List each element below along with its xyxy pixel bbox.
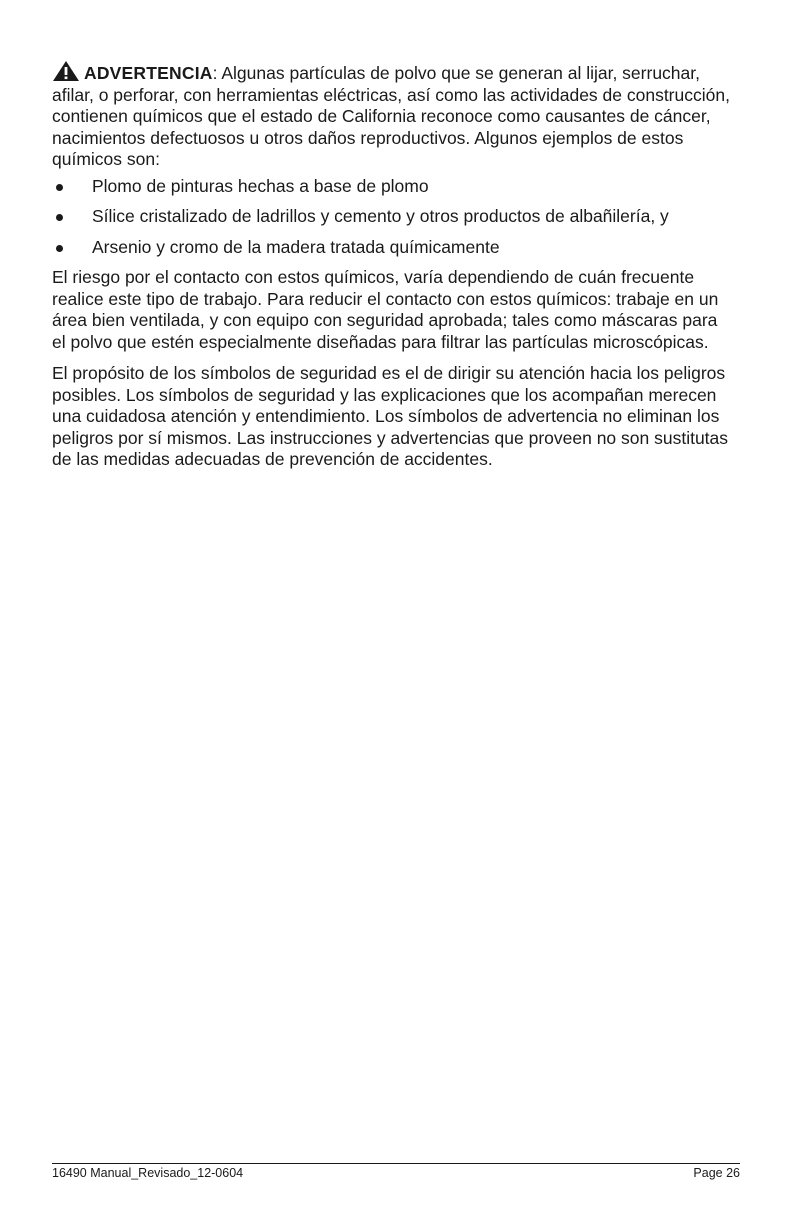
chemical-examples-list: [52, 176, 732, 268]
page-number: Page 26: [693, 1166, 740, 1180]
list-item: [52, 237, 732, 268]
risk-paragraph: El riesgo por el contacto con estos químicos, varía dependiendo de cuán frecuente realice este tipo de trabajo. Para reducir el contacto con estos químicos: trabaje en un área bien ventilada, y con equipo con seguridad aprobada; tales como máscaras para el polvo que estén especialmente diseñadas para filtrar las partículas microscópicas.: [52, 267, 719, 352]
warning-text: : Algunas partículas de polvo que se generan al lijar, serruchar, afilar, o perforar, con herramientas eléctricas, así como las actividades de construcción, contienen químicos que el estado de California reconoce como causantes de cáncer, nacimientos defectuosos u otros daños reproductivos. Algunos ejemplos de estos químicos son:: [52, 63, 730, 169]
list-item: [52, 206, 732, 237]
list-item: [52, 176, 732, 207]
bullet-icon: [56, 184, 63, 191]
bullet-icon: [56, 245, 63, 252]
warning-signal-word: ADVERTENCIA: [84, 63, 213, 83]
page-footer: [52, 1163, 740, 1180]
bullet-icon: [56, 214, 63, 221]
page-content: [52, 60, 732, 481]
list-item-text: Arsenio y cromo de la madera tratada químicamente: [92, 236, 500, 257]
document-id: 16490 Manual_Revisado_12-0604: [52, 1166, 244, 1180]
safety-symbols-paragraph: El propósito de los símbolos de seguridad es el de dirigir su atención hacia los peligros posibles. Los símbolos de seguridad y las explicaciones que los acompañan merecen una cuidadosa atención y entendimiento. Los símbolos de advertencia no eliminan los peligros por sí mismos. Las instrucciones y advertencias que proveen no son sustitutas de las medidas adecuadas de prevención de accidentes.: [52, 363, 729, 469]
list-item-text: Plomo de pinturas hechas a base de plomo: [92, 175, 429, 196]
warning-triangle-icon: [52, 60, 80, 82]
list-item-text: Sílice cristalizado de ladrillos y cemento y otros productos de albañilería, y: [92, 206, 669, 226]
warning-paragraph: [52, 60, 732, 171]
